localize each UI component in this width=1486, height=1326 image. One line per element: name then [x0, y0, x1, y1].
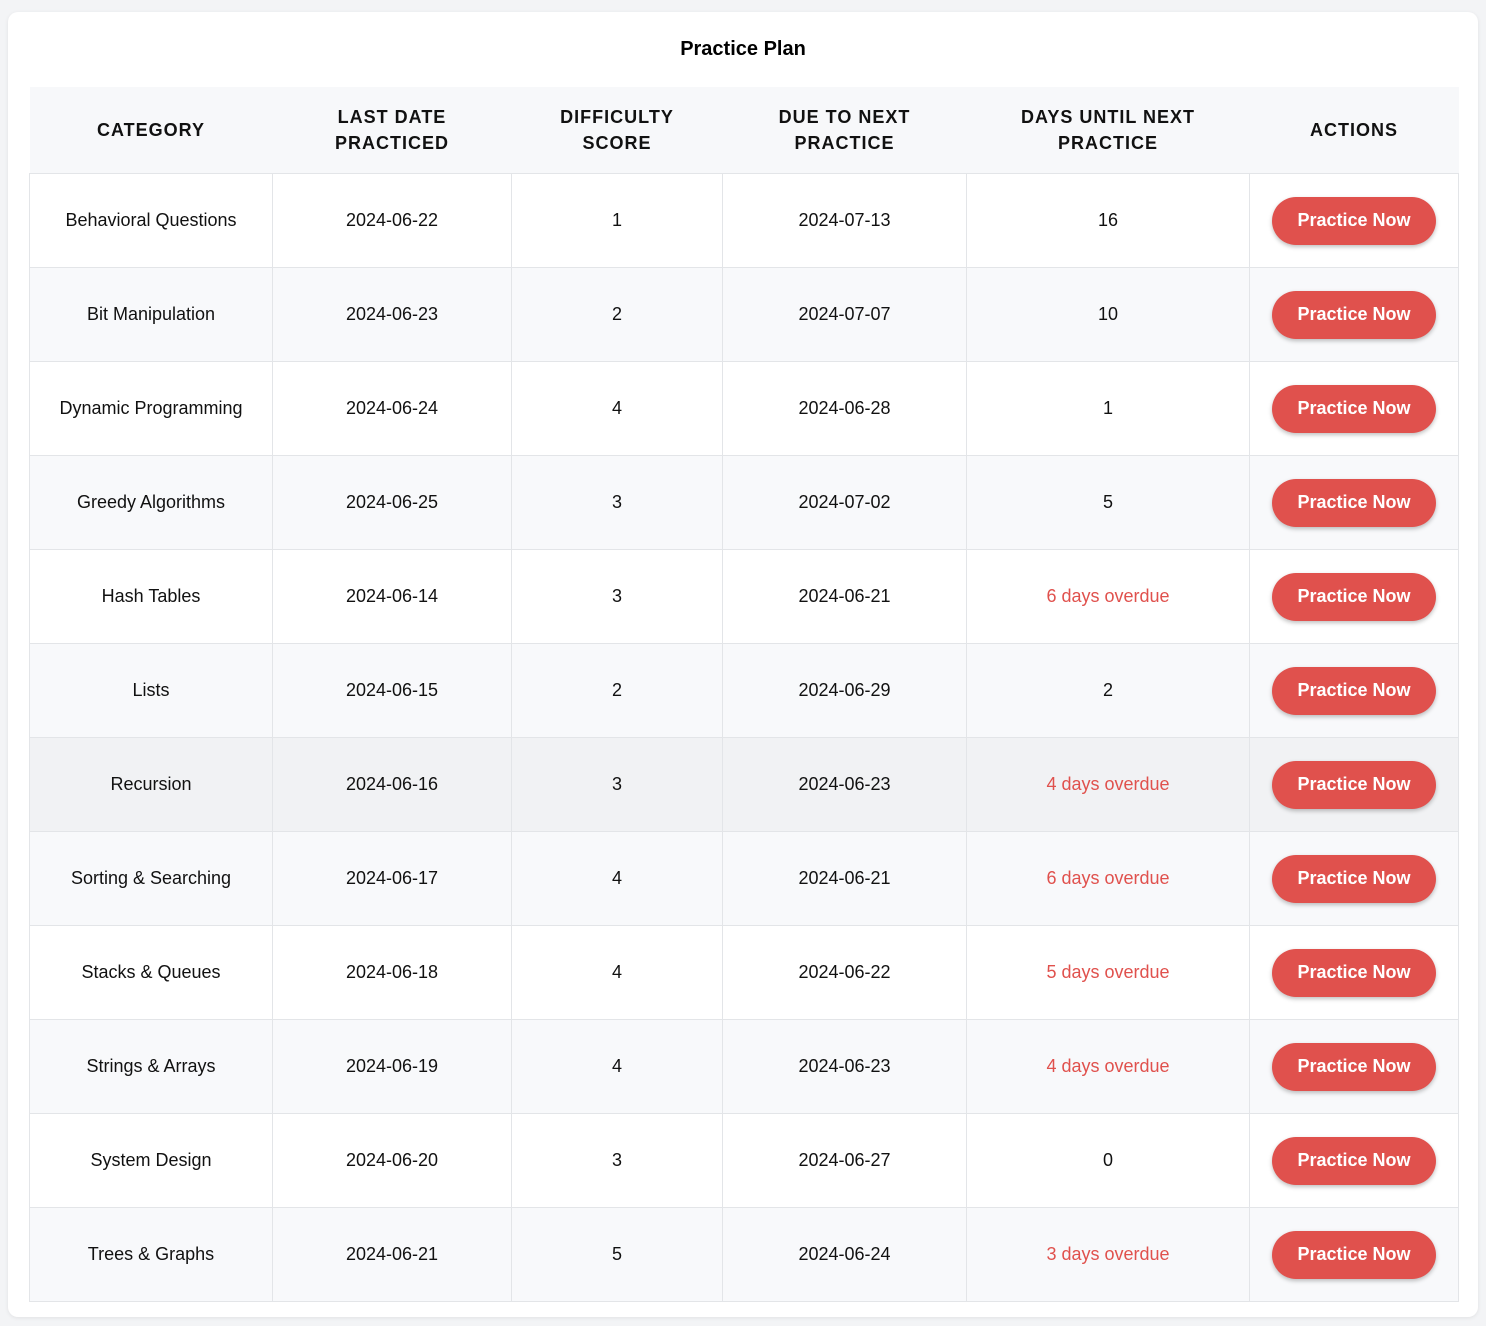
column-header-days-until[interactable]: DAYS UNTIL NEXT PRACTICE: [967, 87, 1250, 174]
table-row: [30, 644, 1459, 738]
practice-now-button[interactable]: Practice Now: [1272, 479, 1436, 527]
difficulty-score-cell: 4: [512, 362, 723, 456]
due-date-cell: 2024-06-23: [723, 1020, 967, 1114]
category-cell: Lists: [30, 644, 273, 738]
actions-cell: [1250, 926, 1459, 1020]
last-practiced-cell: 2024-06-23: [273, 268, 512, 362]
column-header-due[interactable]: DUE TO NEXT PRACTICE: [723, 87, 967, 174]
category-cell: Stacks & Queues: [30, 926, 273, 1020]
category-cell: System Design: [30, 1114, 273, 1208]
page-title: Practice Plan: [680, 38, 806, 60]
actions-cell: [1250, 644, 1459, 738]
last-practiced-cell: 2024-06-17: [273, 832, 512, 926]
due-date-cell: 2024-06-24: [723, 1208, 967, 1302]
table-row: [30, 1114, 1459, 1208]
due-date-cell: 2024-06-21: [723, 550, 967, 644]
days-until-cell: 16: [967, 174, 1250, 268]
column-header-category[interactable]: CATEGORY: [30, 87, 273, 174]
difficulty-score-cell: 1: [512, 174, 723, 268]
actions-cell: [1250, 362, 1459, 456]
last-practiced-cell: 2024-06-24: [273, 362, 512, 456]
last-practiced-cell: 2024-06-25: [273, 456, 512, 550]
days-until-cell: 10: [967, 268, 1250, 362]
practice-plan-card: [8, 12, 1478, 1317]
category-cell: Dynamic Programming: [30, 362, 273, 456]
due-date-cell: 2024-07-07: [723, 268, 967, 362]
actions-cell: [1250, 738, 1459, 832]
last-practiced-cell: 2024-06-22: [273, 174, 512, 268]
last-practiced-cell: 2024-06-16: [273, 738, 512, 832]
last-practiced-cell: 2024-06-20: [273, 1114, 512, 1208]
due-date-cell: 2024-06-21: [723, 832, 967, 926]
days-until-cell: 4 days overdue: [967, 1020, 1250, 1114]
practice-now-button[interactable]: Practice Now: [1272, 855, 1436, 903]
practice-table: [29, 87, 1459, 1302]
due-date-cell: 2024-06-29: [723, 644, 967, 738]
actions-cell: [1250, 456, 1459, 550]
difficulty-score-cell: 4: [512, 832, 723, 926]
days-until-cell: 6 days overdue: [967, 832, 1250, 926]
category-cell: Bit Manipulation: [30, 268, 273, 362]
actions-cell: [1250, 1020, 1459, 1114]
days-until-cell: 4 days overdue: [967, 738, 1250, 832]
practice-now-button[interactable]: Practice Now: [1272, 761, 1436, 809]
days-until-cell: 5: [967, 456, 1250, 550]
difficulty-score-cell: 4: [512, 926, 723, 1020]
table-header-row: [30, 87, 1459, 174]
days-until-cell: 2: [967, 644, 1250, 738]
difficulty-score-cell: 3: [512, 1114, 723, 1208]
due-date-cell: 2024-07-02: [723, 456, 967, 550]
days-until-cell: 1: [967, 362, 1250, 456]
column-header-last-date[interactable]: LAST DATE PRACTICED: [273, 87, 512, 174]
last-practiced-cell: 2024-06-18: [273, 926, 512, 1020]
difficulty-score-cell: 2: [512, 644, 723, 738]
last-practiced-cell: 2024-06-19: [273, 1020, 512, 1114]
table-row: [30, 926, 1459, 1020]
practice-now-button[interactable]: Practice Now: [1272, 573, 1436, 621]
difficulty-score-cell: 2: [512, 268, 723, 362]
difficulty-score-cell: 3: [512, 738, 723, 832]
table-row: [30, 550, 1459, 644]
table-row: [30, 456, 1459, 550]
practice-now-button[interactable]: Practice Now: [1272, 1231, 1436, 1279]
practice-now-button[interactable]: Practice Now: [1272, 667, 1436, 715]
actions-cell: [1250, 832, 1459, 926]
practice-now-button[interactable]: Practice Now: [1272, 1137, 1436, 1185]
table-row: [30, 738, 1459, 832]
actions-cell: [1250, 1114, 1459, 1208]
table-row: [30, 1208, 1459, 1302]
practice-now-button[interactable]: Practice Now: [1272, 1043, 1436, 1091]
due-date-cell: 2024-06-28: [723, 362, 967, 456]
category-cell: Greedy Algorithms: [30, 456, 273, 550]
category-cell: Hash Tables: [30, 550, 273, 644]
days-until-cell: 3 days overdue: [967, 1208, 1250, 1302]
due-date-cell: 2024-07-13: [723, 174, 967, 268]
last-practiced-cell: 2024-06-15: [273, 644, 512, 738]
category-cell: Strings & Arrays: [30, 1020, 273, 1114]
table-body: [30, 174, 1459, 1302]
days-until-cell: 5 days overdue: [967, 926, 1250, 1020]
actions-cell: [1250, 268, 1459, 362]
category-cell: Sorting & Searching: [30, 832, 273, 926]
practice-now-button[interactable]: Practice Now: [1272, 949, 1436, 997]
due-date-cell: 2024-06-23: [723, 738, 967, 832]
practice-now-button[interactable]: Practice Now: [1272, 291, 1436, 339]
column-header-difficulty[interactable]: DIFFICULTY SCORE: [512, 87, 723, 174]
days-until-cell: 0: [967, 1114, 1250, 1208]
table-row: [30, 1020, 1459, 1114]
table-row: [30, 832, 1459, 926]
due-date-cell: 2024-06-27: [723, 1114, 967, 1208]
category-cell: Behavioral Questions: [30, 174, 273, 268]
column-header-actions: ACTIONS: [1250, 87, 1459, 174]
table-row: [30, 268, 1459, 362]
table-row: [30, 362, 1459, 456]
actions-cell: [1250, 174, 1459, 268]
table-row: [30, 174, 1459, 268]
actions-cell: [1250, 1208, 1459, 1302]
last-practiced-cell: 2024-06-21: [273, 1208, 512, 1302]
category-cell: Trees & Graphs: [30, 1208, 273, 1302]
practice-now-button[interactable]: Practice Now: [1272, 197, 1436, 245]
actions-cell: [1250, 550, 1459, 644]
practice-now-button[interactable]: Practice Now: [1272, 385, 1436, 433]
last-practiced-cell: 2024-06-14: [273, 550, 512, 644]
days-until-cell: 6 days overdue: [967, 550, 1250, 644]
difficulty-score-cell: 5: [512, 1208, 723, 1302]
difficulty-score-cell: 4: [512, 1020, 723, 1114]
difficulty-score-cell: 3: [512, 456, 723, 550]
category-cell: Recursion: [30, 738, 273, 832]
difficulty-score-cell: 3: [512, 550, 723, 644]
due-date-cell: 2024-06-22: [723, 926, 967, 1020]
